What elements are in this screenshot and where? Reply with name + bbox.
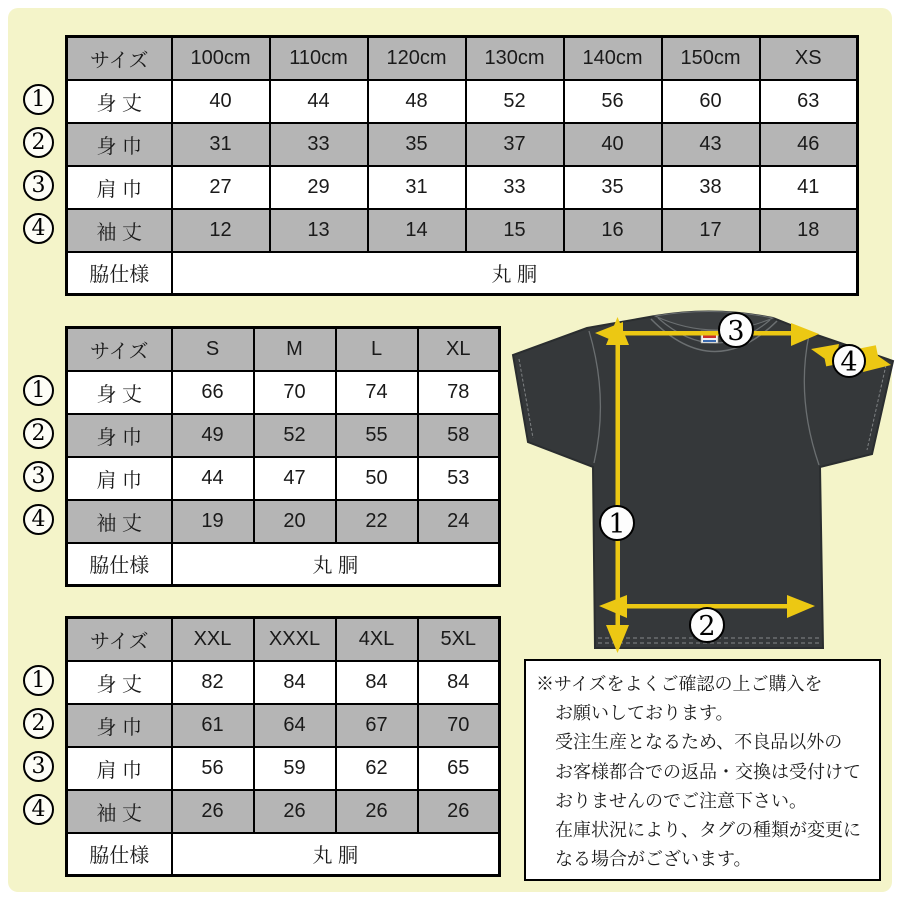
value-cell: 19 <box>172 500 254 543</box>
tshirt-diagram-svg <box>505 303 895 655</box>
value-cell: 62 <box>336 747 418 790</box>
value-cell: 84 <box>418 661 500 704</box>
value-cell: 65 <box>418 747 500 790</box>
shirt-marker-4 <box>833 345 865 378</box>
value-cell: 52 <box>254 414 336 457</box>
value-cell: 55 <box>336 414 418 457</box>
note-line: ※サイズをよくご確認の上ご購入を <box>536 674 823 694</box>
row-label: 身 巾 <box>67 704 172 747</box>
value-cell: 53 <box>418 457 500 500</box>
row-marker-3: 3 <box>23 751 54 782</box>
row-marker-1: 1 <box>23 84 54 115</box>
tshirt-measurement-diagram <box>505 303 895 655</box>
value-cell: 49 <box>172 414 254 457</box>
value-cell: 37 <box>466 123 564 166</box>
note-line: お客様都合での返品・交換は受付けて <box>555 761 861 782</box>
row-label: 肩 巾 <box>67 747 172 790</box>
size-header-cell: XL <box>418 328 500 371</box>
note-line: 在庫状況により、タグの種類が変更に <box>555 820 861 841</box>
value-cell: 84 <box>254 661 336 704</box>
size-header-cell: 5XL <box>418 618 500 661</box>
row-label: 袖 丈 <box>67 500 172 543</box>
size-header-cell: L <box>336 328 418 371</box>
value-cell: 17 <box>662 209 760 252</box>
value-cell: 44 <box>270 80 368 123</box>
value-cell: 43 <box>662 123 760 166</box>
note-line: 受注生産となるため、不良品以外の <box>555 732 843 753</box>
value-cell: 13 <box>270 209 368 252</box>
value-cell: 61 <box>172 704 254 747</box>
value-cell: 29 <box>270 166 368 209</box>
value-cell: 70 <box>418 704 500 747</box>
size-table-plus <box>65 616 501 877</box>
value-cell: 58 <box>418 414 500 457</box>
size-header-cell: 130cm <box>466 37 564 80</box>
size-header-cell: M <box>254 328 336 371</box>
row-label: 肩 巾 <box>67 457 172 500</box>
value-cell: 26 <box>336 790 418 833</box>
value-cell: 33 <box>270 123 368 166</box>
value-cell: 82 <box>172 661 254 704</box>
value-cell: 16 <box>564 209 662 252</box>
value-cell: 27 <box>172 166 270 209</box>
svg-text:3: 3 <box>727 316 745 347</box>
size-header-cell: 140cm <box>564 37 662 80</box>
row-marker-1: 1 <box>23 375 54 406</box>
size-header-cell: サイズ <box>67 618 172 661</box>
value-cell: 35 <box>368 123 466 166</box>
value-cell: 31 <box>368 166 466 209</box>
size-header-cell: 100cm <box>172 37 270 80</box>
value-cell: 47 <box>254 457 336 500</box>
row-marker-2: 2 <box>23 127 54 158</box>
value-cell: 15 <box>466 209 564 252</box>
row-label: 袖 丈 <box>67 209 172 252</box>
value-cell: 52 <box>466 80 564 123</box>
value-cell: 26 <box>254 790 336 833</box>
row-marker-3: 3 <box>23 170 54 201</box>
value-cell: 12 <box>172 209 270 252</box>
value-cell: 20 <box>254 500 336 543</box>
value-cell: 60 <box>662 80 760 123</box>
value-cell: 46 <box>760 123 858 166</box>
footer-value: 丸 胴 <box>172 543 500 586</box>
footer-value: 丸 胴 <box>172 252 858 295</box>
row-label: 身 巾 <box>67 123 172 166</box>
row-marker-1: 1 <box>23 665 54 696</box>
value-cell: 67 <box>336 704 418 747</box>
value-cell: 44 <box>172 457 254 500</box>
value-cell: 24 <box>418 500 500 543</box>
size-header-cell: 4XL <box>336 618 418 661</box>
svg-text:1: 1 <box>608 509 626 540</box>
row-label: 肩 巾 <box>67 166 172 209</box>
value-cell: 26 <box>418 790 500 833</box>
value-cell: 38 <box>662 166 760 209</box>
footer-value: 丸 胴 <box>172 833 500 876</box>
size-table-adult <box>65 326 501 587</box>
value-cell: 40 <box>172 80 270 123</box>
value-cell: 66 <box>172 371 254 414</box>
size-header-cell: 110cm <box>270 37 368 80</box>
row-label: 脇仕様 <box>67 543 172 586</box>
note-line: おりませんのでご注意下さい。 <box>555 790 807 811</box>
value-cell: 14 <box>368 209 466 252</box>
row-label: 脇仕様 <box>67 252 172 295</box>
size-table-kids <box>65 35 859 296</box>
value-cell: 64 <box>254 704 336 747</box>
row-marker-4: 4 <box>23 504 54 535</box>
size-header-cell: 120cm <box>368 37 466 80</box>
size-header-cell: XS <box>760 37 858 80</box>
value-cell: 35 <box>564 166 662 209</box>
row-marker-2: 2 <box>23 418 54 449</box>
row-marker-2: 2 <box>23 708 54 739</box>
size-header-cell: サイズ <box>67 328 172 371</box>
note-line: なる場合がございます。 <box>555 849 752 870</box>
value-cell: 33 <box>466 166 564 209</box>
value-cell: 63 <box>760 80 858 123</box>
row-label: 身 丈 <box>67 80 172 123</box>
value-cell: 31 <box>172 123 270 166</box>
value-cell: 18 <box>760 209 858 252</box>
purchase-note-box <box>524 659 881 881</box>
row-label: 身 丈 <box>67 371 172 414</box>
value-cell: 26 <box>172 790 254 833</box>
value-cell: 22 <box>336 500 418 543</box>
size-header-cell: S <box>172 328 254 371</box>
row-label: 袖 丈 <box>67 790 172 833</box>
value-cell: 48 <box>368 80 466 123</box>
size-header-cell: XXL <box>172 618 254 661</box>
value-cell: 56 <box>564 80 662 123</box>
note-line: お願いしております。 <box>555 703 734 724</box>
row-label: 脇仕様 <box>67 833 172 876</box>
size-header-cell: XXXL <box>254 618 336 661</box>
shirt-marker-3 <box>719 313 753 347</box>
value-cell: 41 <box>760 166 858 209</box>
value-cell: 59 <box>254 747 336 790</box>
value-cell: 84 <box>336 661 418 704</box>
row-label: 身 巾 <box>67 414 172 457</box>
row-marker-3: 3 <box>23 461 54 492</box>
row-marker-4: 4 <box>23 794 54 825</box>
shirt-marker-1 <box>600 506 634 540</box>
value-cell: 74 <box>336 371 418 414</box>
svg-text:2: 2 <box>698 611 716 642</box>
value-cell: 78 <box>418 371 500 414</box>
value-cell: 40 <box>564 123 662 166</box>
size-header-cell: サイズ <box>67 37 172 80</box>
row-marker-4: 4 <box>23 213 54 244</box>
size-header-cell: 150cm <box>662 37 760 80</box>
row-label: 身 丈 <box>67 661 172 704</box>
shirt-marker-2 <box>690 608 724 642</box>
svg-text:4: 4 <box>840 347 858 378</box>
value-cell: 56 <box>172 747 254 790</box>
value-cell: 50 <box>336 457 418 500</box>
value-cell: 70 <box>254 371 336 414</box>
